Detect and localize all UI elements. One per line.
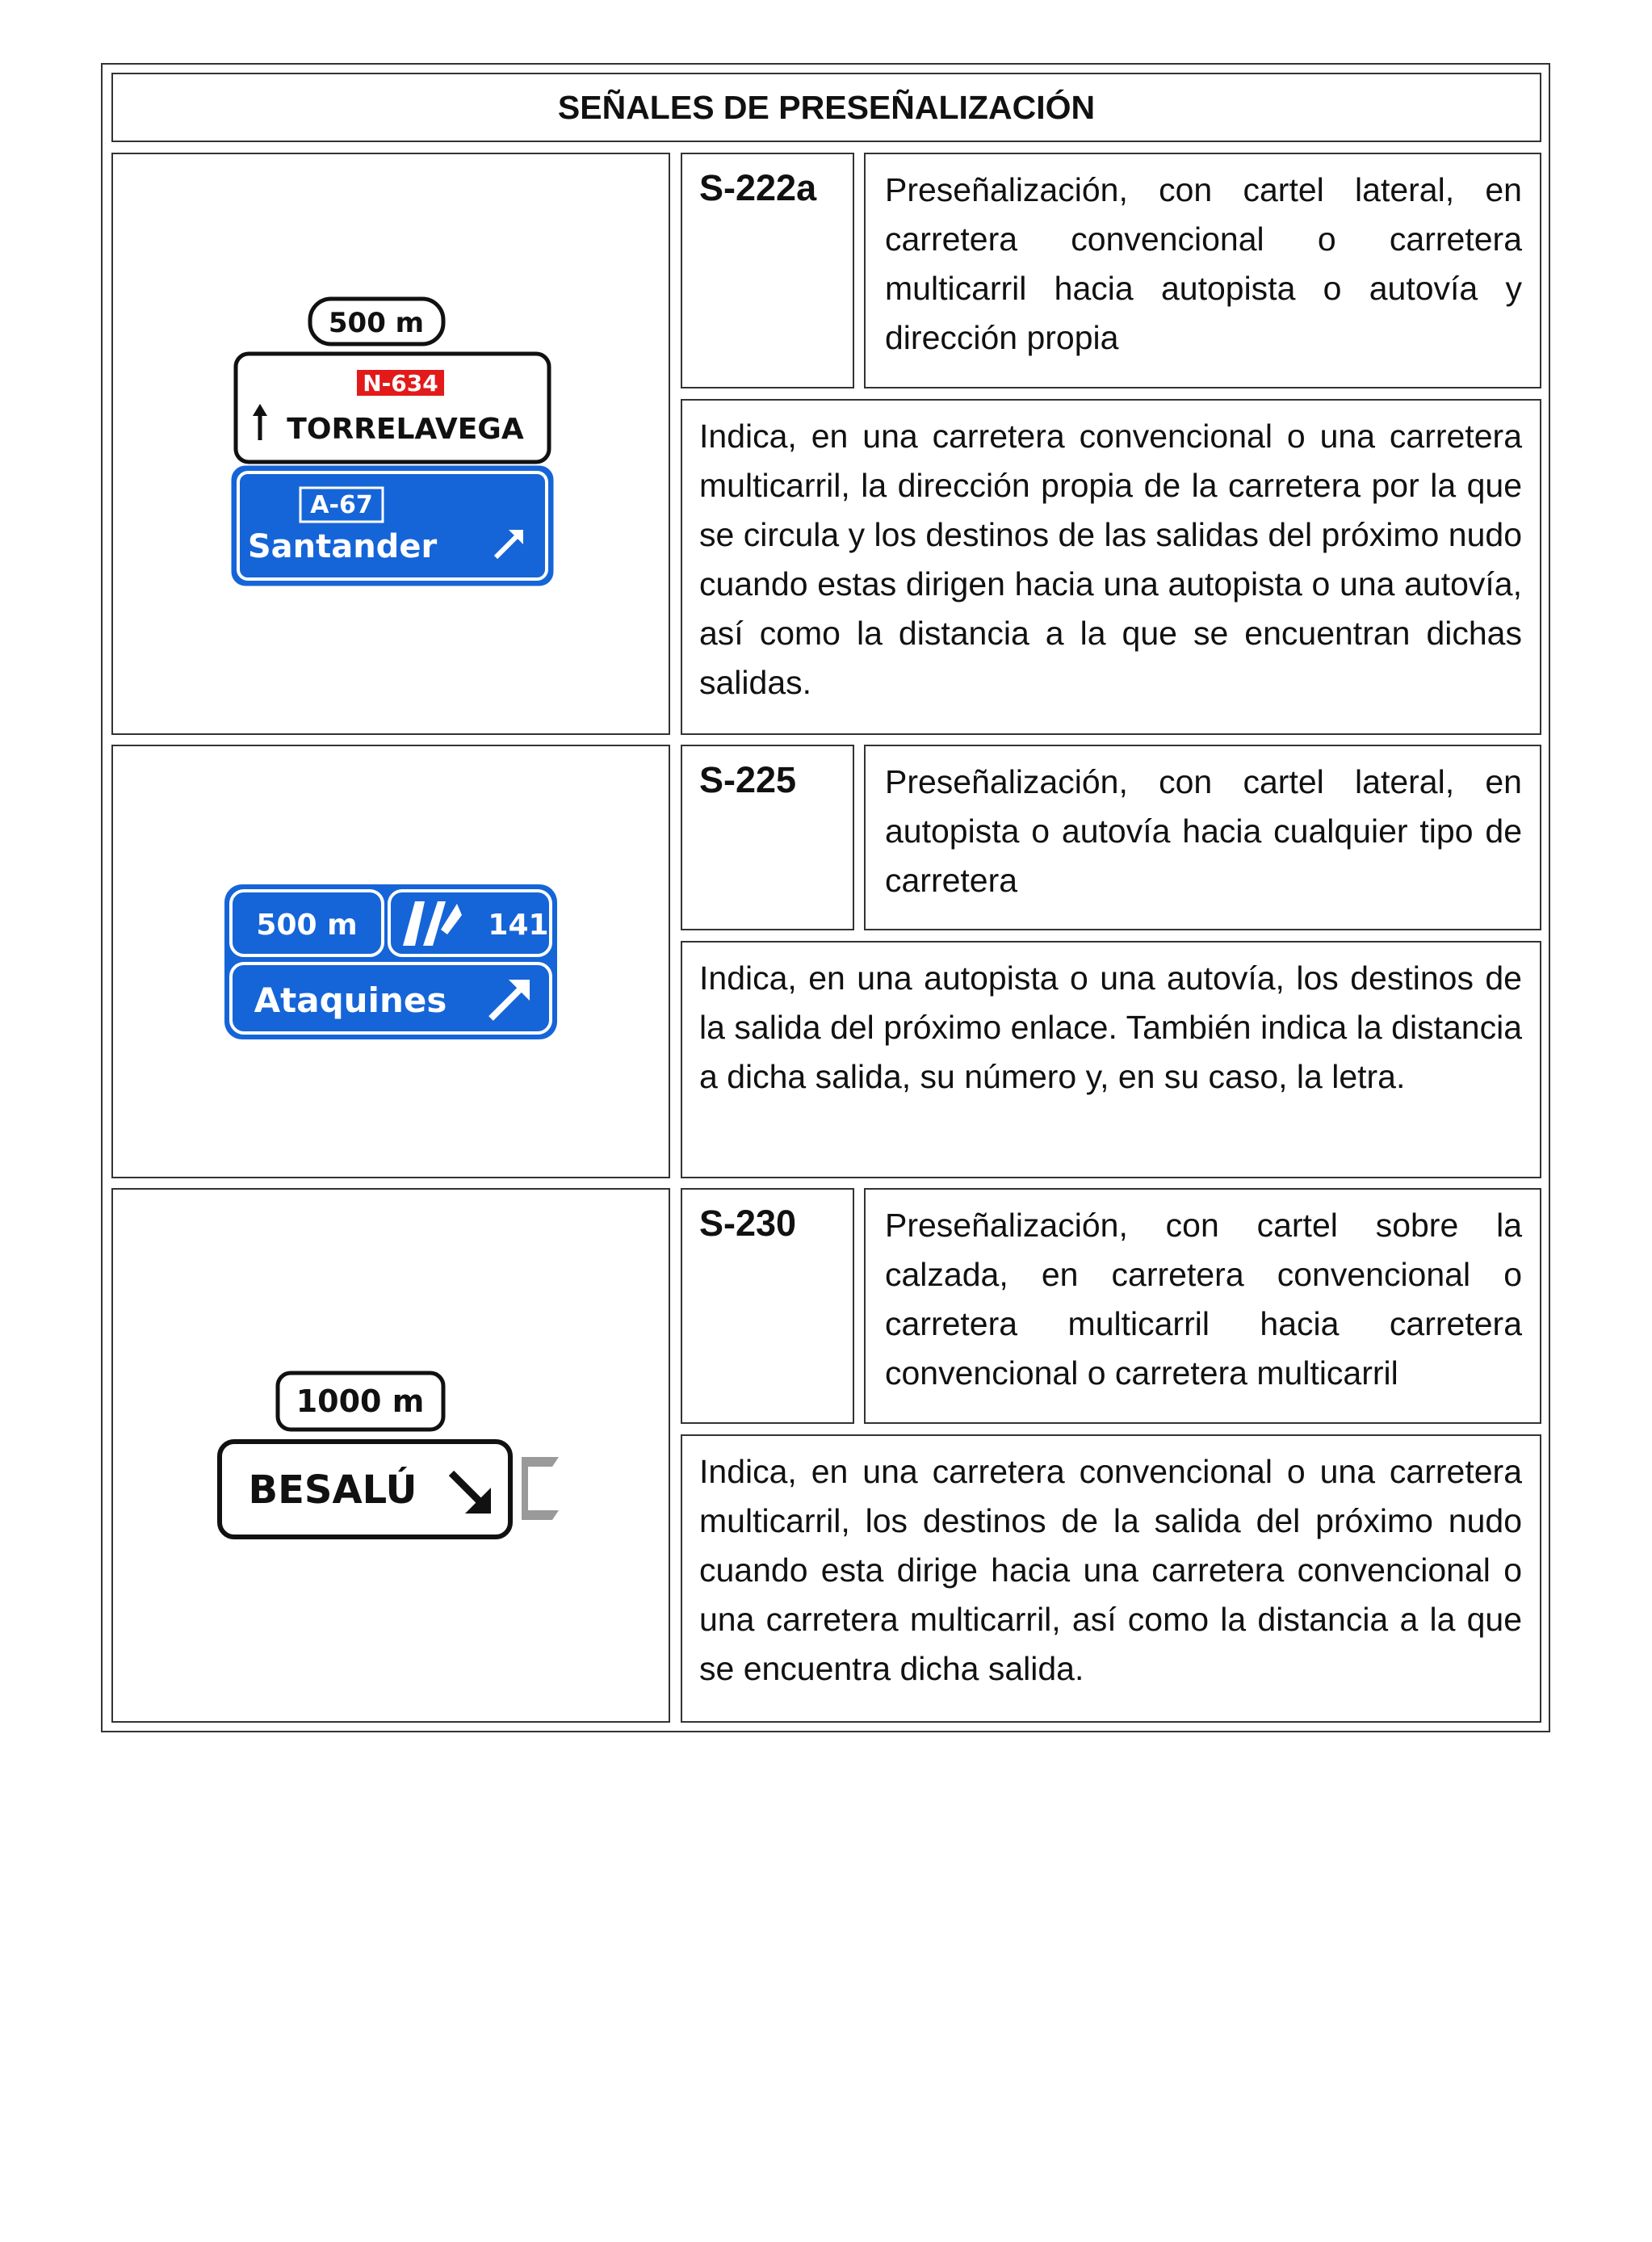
sign-s230-destination: BESALÚ bbox=[248, 1467, 417, 1513]
table-title: SEÑALES DE PRESEÑALIZACIÓN bbox=[111, 73, 1541, 142]
sign-s222a-road-badge: N-634 bbox=[363, 369, 438, 397]
sign-image-cell-s222a bbox=[111, 153, 670, 735]
sign-s222a-motorway-badge: A-67 bbox=[310, 490, 373, 519]
sign-s225-image bbox=[221, 881, 560, 1043]
gantry-support-icon bbox=[522, 1457, 559, 1520]
sign-s225-destination: Ataquines bbox=[254, 980, 447, 1020]
sign-s222a-destination: TORRELAVEGA bbox=[287, 412, 524, 446]
sign-long-desc-s222a: Indica, en una carretera convencional o una carretera multicarril, la dirección propia de la carretera por la que se circula y los destinos de las salidas del próximo nudo cuando estas dirigen hacia una autopista o una autovía, así como la distancia a la que se encuentran dichas salidas. bbox=[681, 399, 1541, 735]
sign-code-s222a: S-222a bbox=[681, 153, 854, 388]
sign-short-desc-s225: Preseñalización, con cartel lateral, en autopista o autovía hacia cualquier tipo de carretera bbox=[864, 745, 1541, 930]
sign-s222a-distance: 500 m bbox=[328, 306, 425, 339]
sign-image-cell-s225 bbox=[111, 745, 670, 1178]
sign-short-desc-s230: Preseñalización, con cartel sobre la calzada, en carretera convencional o carretera multicarril hacia carretera convencional o carretera multicarril bbox=[864, 1188, 1541, 1424]
sign-image-cell-s230 bbox=[111, 1188, 670, 1723]
sign-s230-distance: 1000 m bbox=[296, 1383, 425, 1419]
sign-code-s225: S-225 bbox=[681, 745, 854, 930]
sign-s230-image bbox=[213, 1367, 568, 1544]
sign-s225-distance: 500 m bbox=[256, 908, 358, 942]
sign-s222a-exit-destination: Santander bbox=[247, 527, 438, 565]
sign-s225-exit-number: 141 bbox=[488, 908, 549, 942]
sign-long-desc-s225: Indica, en una autopista o una autovía, los destinos de la salida del próximo enlace. También indica la distancia a dicha salida, su número y, en su caso, la letra. bbox=[681, 941, 1541, 1178]
sign-code-s230: S-230 bbox=[681, 1188, 854, 1424]
sign-long-desc-s230: Indica, en una carretera convencional o una carretera multicarril, los destinos de la salida del próximo nudo cuando esta dirige hacia una carretera convencional o una carretera multicarril, así como la distancia a la que se encuentra dicha salida. bbox=[681, 1434, 1541, 1723]
sign-short-desc-s222a: Preseñalización, con cartel lateral, en carretera convencional o carretera multicarril hacia autopista o autovía y dirección propia bbox=[864, 153, 1541, 388]
sign-s222a-image bbox=[221, 291, 560, 598]
